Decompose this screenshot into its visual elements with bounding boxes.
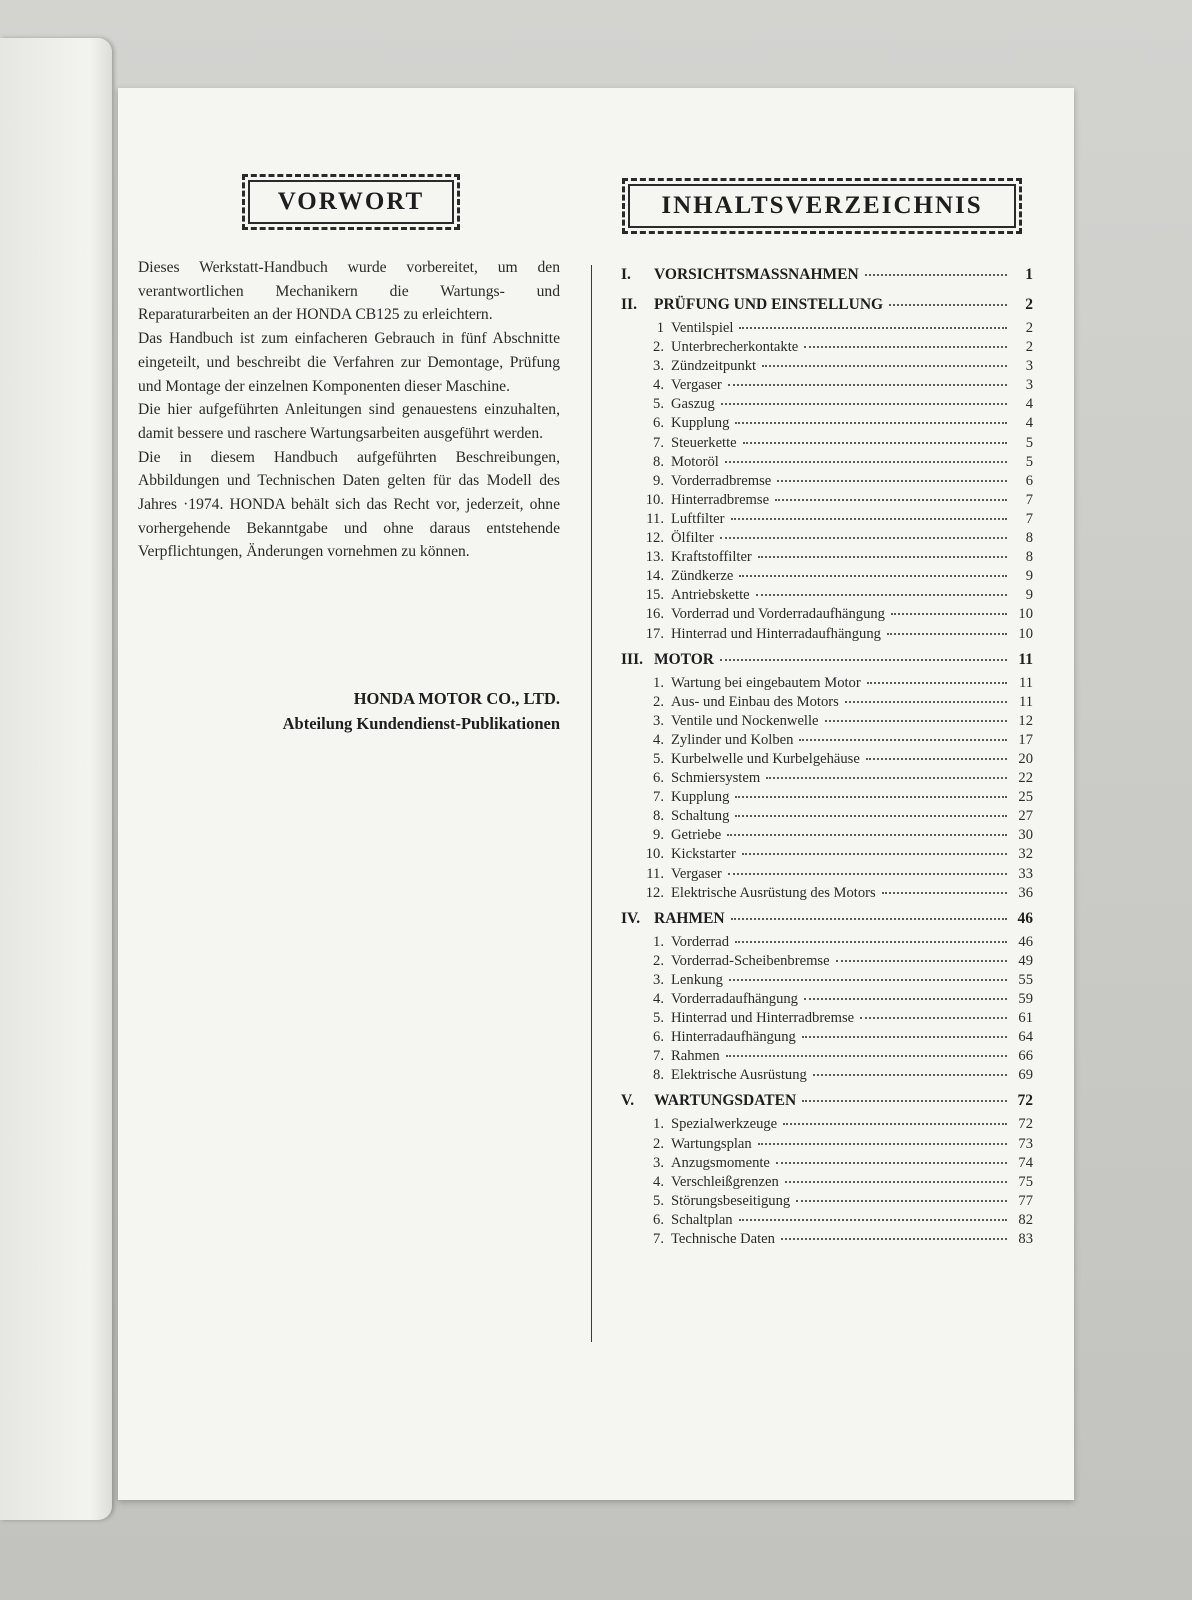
toc-leader-dots <box>725 461 1007 463</box>
toc-leader-dots <box>729 979 1007 981</box>
toc-entry <box>621 492 1033 511</box>
toc-section-title: VORSICHTSMASSNAHMEN <box>654 266 859 283</box>
toc-leader-dots <box>721 403 1007 405</box>
toc-entry-number: 1 <box>656 320 664 336</box>
toc-page-number: 2 <box>1025 320 1033 336</box>
toc-entry <box>621 694 1033 713</box>
toc-title: INHALTSVERZEICHNIS <box>622 178 1022 234</box>
toc-entry-title: Gaszug <box>671 396 715 413</box>
toc-entry-number: 4. <box>653 377 664 394</box>
toc-page-number: 75 <box>1018 1173 1033 1190</box>
toc-entry <box>621 606 1033 625</box>
toc-entry-number: 3. <box>653 358 664 375</box>
toc-entry-title: Motoröl <box>671 453 719 470</box>
toc-entry-title: Aus- und Einbau des Motors <box>671 693 839 710</box>
toc-entry-number: 6. <box>653 415 664 432</box>
toc-entry-title: Spezialwerkzeuge <box>671 1116 778 1133</box>
toc-entry <box>621 1174 1033 1193</box>
toc-leader-dots <box>726 1055 1007 1057</box>
toc-entry-number: 8. <box>653 808 664 825</box>
toc-entry-title: Verschleißgrenzen <box>671 1173 779 1190</box>
toc-entry-number: 2. <box>653 952 664 969</box>
toc-entry <box>621 827 1033 846</box>
toc-entry-number: 5. <box>653 1192 664 1209</box>
toc-section <box>621 910 1033 1087</box>
toc-entry-title: Kurbelwelle und Kurbelgehäuse <box>671 750 860 767</box>
toc-leader-dots <box>762 365 1007 367</box>
toc-leader-dots <box>731 518 1008 520</box>
toc-leader-dots <box>825 720 1007 722</box>
toc-entry-title: Zylinder und Kolben <box>671 731 794 748</box>
toc-entry-number: 1. <box>653 933 664 950</box>
toc-entry-number: 8. <box>653 453 664 470</box>
toc-leader-dots <box>804 998 1007 1000</box>
toc-entry <box>621 991 1033 1010</box>
toc-leader-dots <box>766 777 1007 779</box>
toc-leader-dots <box>776 1162 1007 1164</box>
toc-entry-title: Technische Daten <box>671 1231 775 1248</box>
toc-entry-number: 6. <box>653 1029 664 1046</box>
toc-page-number: 8 <box>1025 549 1033 566</box>
toc-section-number: II. <box>621 296 637 313</box>
toc-page-number: 11 <box>1018 674 1033 691</box>
toc-entry-title: Hinterrad und Hinterradaufhängung <box>671 625 881 642</box>
toc-entry-title: Vorderrad <box>671 933 730 950</box>
toc-entry <box>621 1010 1033 1029</box>
toc-page-number: 59 <box>1018 991 1033 1007</box>
toc-entry-number: 8. <box>653 1067 664 1084</box>
toc-entry-number: 7. <box>653 789 664 806</box>
toc-entry <box>621 1193 1033 1212</box>
toc-leader-dots <box>775 499 1007 501</box>
toc-entry-number: 5. <box>653 1010 664 1027</box>
toc-entry-title: Wartungsplan <box>671 1135 752 1152</box>
toc-page-number: 30 <box>1018 827 1033 844</box>
toc-page-number: 33 <box>1018 865 1033 882</box>
toc-page-number: 9 <box>1025 587 1033 604</box>
signature-department: Abteilung Kundendienst-Publikationen <box>282 714 560 733</box>
toc-entry <box>621 549 1033 568</box>
toc-page-number: 3 <box>1025 377 1033 394</box>
toc-leader-dots <box>889 304 1007 306</box>
toc-entry <box>621 320 1033 339</box>
toc-leader-dots <box>728 384 1007 386</box>
toc-leader-dots <box>758 1143 1007 1145</box>
toc-leader-dots <box>866 758 1007 760</box>
toc-section-heading <box>621 651 1033 675</box>
toc-page-number: 4 <box>1025 415 1033 432</box>
toc-entry-number: 12. <box>645 884 664 901</box>
toc-entry-number: 5. <box>653 396 664 413</box>
table-of-contents <box>621 266 1033 1256</box>
toc-entry <box>621 808 1033 827</box>
toc-leader-dots <box>735 815 1007 817</box>
toc-entry <box>621 675 1033 694</box>
toc-entry <box>621 339 1033 358</box>
toc-entry-title: Unterbrecherkontakte <box>671 339 799 356</box>
column-divider <box>591 265 592 1342</box>
toc-entry <box>621 473 1033 492</box>
toc-entry-title: Kupplung <box>671 789 730 806</box>
toc-page-number: 3 <box>1025 358 1033 375</box>
toc-page-number: 27 <box>1018 808 1033 825</box>
toc-page-number: 32 <box>1018 846 1033 863</box>
toc-page-number: 36 <box>1018 884 1033 901</box>
toc-entry <box>621 846 1033 865</box>
toc-entry-number: 7. <box>653 434 664 451</box>
toc-entry <box>621 530 1033 549</box>
toc-leader-dots <box>783 1123 1007 1125</box>
toc-entry-title: Elektrische Ausrüstung des Motors <box>671 884 876 901</box>
toc-entry <box>621 1212 1033 1231</box>
toc-entry <box>621 770 1033 789</box>
toc-entry-title: Vorderrad und Vorderradaufhängung <box>671 606 885 623</box>
toc-entry-title: Luftfilter <box>671 510 725 527</box>
toc-leader-dots <box>845 701 1007 703</box>
toc-entry-number: 2. <box>653 1135 664 1152</box>
toc-leader-dots <box>739 1219 1007 1221</box>
toc-entry <box>621 511 1033 530</box>
signature-company: HONDA MOTOR CO., LTD. <box>353 689 560 708</box>
toc-entry <box>621 1155 1033 1174</box>
toc-entry <box>621 866 1033 885</box>
toc-section-title: WARTUNGSDATEN <box>654 1092 797 1110</box>
toc-leader-dots <box>720 537 1007 539</box>
toc-entry-number: 1. <box>653 674 664 691</box>
toc-leader-dots <box>796 1200 1007 1202</box>
toc-entry-number: 15. <box>645 587 664 604</box>
toc-leader-dots <box>735 796 1007 798</box>
toc-page-number: 73 <box>1018 1135 1033 1152</box>
vorwort-paragraph: Die in diesem Handbuch aufgeführten Beschreibungen, Abbildungen und Technischen Daten gelten für das Modell des Jahres ·1974. HONDA behält sich das Recht vor, jederzeit, ohne vorhergehende Bekanntgabe und ohne daraus entstehende Verpflichtungen, Änderungen vornehmen zu können. <box>138 448 560 561</box>
toc-leader-dots <box>731 918 1007 920</box>
vorwort-paragraph: Das Handbuch ist zum einfacheren Gebrauch in fünf Abschnitte eingeteilt, und beschreibt die Verfahren zur Demontage, Prüfung und Montage der einzelnen Komponenten dieser Maschine. <box>138 330 560 395</box>
toc-page-number: 6 <box>1025 472 1033 489</box>
toc-page-number: 46 <box>1017 909 1033 927</box>
toc-leader-dots <box>887 633 1007 635</box>
toc-entry <box>621 396 1033 415</box>
toc-section-title: MOTOR <box>654 650 714 668</box>
toc-entry-title: Vergaser <box>671 377 722 394</box>
toc-entry-title: Schaltung <box>671 808 730 825</box>
toc-page-number: 12 <box>1018 712 1033 729</box>
toc-leader-dots <box>802 1100 1007 1102</box>
toc-page-number: 9 <box>1025 568 1033 585</box>
toc-entry-title: Zündzeitpunkt <box>671 358 757 375</box>
toc-entry-title: Elektrische Ausrüstung <box>671 1067 807 1084</box>
toc-entry-number: 9. <box>653 472 664 489</box>
toc-section-title: PRÜFUNG UND EINSTELLUNG <box>654 296 884 313</box>
toc-entry-number: 11. <box>646 510 664 527</box>
toc-leader-dots <box>860 1017 1007 1019</box>
toc-entry-number: 12. <box>645 530 664 547</box>
toc-entry-title: Wartung bei eingebautem Motor <box>671 674 861 691</box>
toc-page-number: 66 <box>1018 1048 1033 1065</box>
toc-entry-number: 17. <box>645 625 664 642</box>
toc-section <box>621 296 1033 645</box>
toc-leader-dots <box>891 613 1007 615</box>
toc-leader-dots <box>865 274 1007 276</box>
toc-leader-dots <box>802 1036 1007 1038</box>
toc-entry <box>621 789 1033 808</box>
toc-page-number: 55 <box>1018 971 1033 988</box>
toc-leader-dots <box>727 834 1007 836</box>
toc-leader-dots <box>758 556 1007 558</box>
toc-entry <box>621 885 1033 904</box>
toc-page-number: 69 <box>1018 1067 1033 1084</box>
toc-entry <box>621 1136 1033 1155</box>
toc-entry-title: Anzugsmomente <box>671 1154 770 1171</box>
toc-entry <box>621 934 1033 953</box>
toc-entry-number: 6. <box>653 1211 664 1228</box>
toc-leader-dots <box>739 327 1007 329</box>
toc-entry <box>621 713 1033 732</box>
toc-page-number: 64 <box>1018 1029 1033 1046</box>
toc-leader-dots <box>867 682 1007 684</box>
toc-page-number: 2 <box>1025 296 1033 313</box>
toc-leader-dots <box>743 442 1007 444</box>
toc-section <box>621 1092 1033 1250</box>
toc-page-number: 72 <box>1017 1092 1033 1110</box>
toc-page-number: 7 <box>1025 491 1033 508</box>
toc-entry <box>621 1231 1033 1250</box>
vorwort-paragraph: Die hier aufgeführten Anleitungen sind genauestens einzuhalten, damit bessere und raschere Wartungsarbeiten ausgeführt werden. <box>138 401 560 442</box>
toc-entry-number: 6. <box>653 770 664 787</box>
vorwort-text <box>138 256 560 564</box>
toc-leader-dots <box>882 892 1007 894</box>
toc-entry-number: 2. <box>653 339 664 356</box>
toc-page-number: 7 <box>1025 510 1033 527</box>
toc-page-number: 11 <box>1018 650 1033 668</box>
toc-page-number: 2 <box>1025 339 1033 356</box>
toc-section-number: III. <box>621 650 643 668</box>
toc-entry-number: 16. <box>645 606 664 623</box>
toc-entry-title: Hinterradaufhängung <box>671 1029 796 1046</box>
toc-entry <box>621 454 1033 473</box>
toc-entry-title: Ölfilter <box>671 530 714 547</box>
toc-page-number: 10 <box>1018 625 1033 642</box>
toc-page-number: 82 <box>1018 1211 1033 1228</box>
toc-entry-number: 1. <box>653 1116 664 1133</box>
toc-leader-dots <box>720 659 1007 661</box>
toc-entry <box>621 587 1033 606</box>
toc-page-number: 8 <box>1025 530 1033 547</box>
toc-section-number: I. <box>621 266 631 283</box>
toc-entry-title: Lenkung <box>671 971 723 988</box>
toc-section-heading <box>621 1092 1033 1116</box>
toc-section-title: RAHMEN <box>654 909 725 927</box>
toc-entry <box>621 953 1033 972</box>
toc-section <box>621 651 1033 904</box>
toc-leader-dots <box>799 739 1007 741</box>
toc-page-number: 22 <box>1018 770 1033 787</box>
toc-entry-title: Kraftstoffilter <box>671 549 752 566</box>
toc-entry-number: 7. <box>653 1048 664 1065</box>
toc-leader-dots <box>804 346 1007 348</box>
toc-page-number: 11 <box>1018 693 1033 710</box>
toc-leader-dots <box>742 853 1007 855</box>
toc-page-number: 61 <box>1018 1010 1033 1027</box>
toc-entry <box>621 358 1033 377</box>
toc-entry <box>621 751 1033 770</box>
toc-leader-dots <box>728 873 1007 875</box>
toc-entry <box>621 972 1033 991</box>
toc-page-number: 4 <box>1025 396 1033 413</box>
toc-entry <box>621 1029 1033 1048</box>
toc-entry-title: Ventilspiel <box>671 320 734 336</box>
toc-page-number: 83 <box>1018 1231 1033 1248</box>
left-page-edge <box>0 38 112 1520</box>
toc-entry-number: 3. <box>653 712 664 729</box>
toc-entry-number: 9. <box>653 827 664 844</box>
toc-page-number: 5 <box>1025 453 1033 470</box>
toc-entry-title: Schmiersystem <box>671 770 761 787</box>
vorwort-paragraph: Dieses Werkstatt-Handbuch wurde vorbereitet, um den verantwortlichen Mechanikern die Wartungs- und Reparaturarbeiten an der HONDA CB125 zu erleichtern. <box>138 259 560 324</box>
toc-entry <box>621 1048 1033 1067</box>
toc-entry-number: 11. <box>646 865 664 882</box>
toc-entry-title: Störungsbeseitigung <box>671 1192 791 1209</box>
toc-entry-number: 10. <box>645 846 664 863</box>
toc-page-number: 20 <box>1018 750 1033 767</box>
toc-entry <box>621 568 1033 587</box>
toc-page-number: 74 <box>1018 1154 1033 1171</box>
toc-page-number: 1 <box>1025 266 1033 283</box>
toc-page-number: 5 <box>1025 434 1033 451</box>
toc-section-heading <box>621 266 1033 290</box>
toc-entry-number: 2. <box>653 693 664 710</box>
toc-entry-number: 4. <box>653 1173 664 1190</box>
toc-entry-title: Vorderradbremse <box>671 472 772 489</box>
toc-section-number: IV. <box>621 909 641 927</box>
toc-entry <box>621 1116 1033 1135</box>
toc-entry <box>621 435 1033 454</box>
toc-page-number: 77 <box>1018 1192 1033 1209</box>
toc-entry-title: Zündkerze <box>671 568 734 585</box>
toc-section-heading <box>621 296 1033 320</box>
toc-entry-number: 4. <box>653 991 664 1007</box>
toc-entry-number: 3. <box>653 971 664 988</box>
toc-entry-number: 10. <box>645 491 664 508</box>
toc-entry-title: Hinterradbremse <box>671 491 770 508</box>
toc-page-number: 72 <box>1018 1116 1033 1133</box>
toc-entry-title: Kickstarter <box>671 846 736 863</box>
toc-section-heading <box>621 910 1033 934</box>
manual-page <box>118 88 1074 1500</box>
toc-entry-number: 3. <box>653 1154 664 1171</box>
toc-leader-dots <box>739 575 1007 577</box>
toc-leader-dots <box>777 480 1007 482</box>
toc-entry-title: Antriebskette <box>671 587 750 604</box>
toc-leader-dots <box>813 1074 1007 1076</box>
toc-page-number: 25 <box>1018 789 1033 806</box>
signature <box>138 686 560 736</box>
toc-entry-number: 5. <box>653 750 664 767</box>
toc-entry-number: 14. <box>645 568 664 585</box>
toc-section-number: V. <box>621 1092 635 1110</box>
toc-section <box>621 266 1033 290</box>
vorwort-title: VORWORT <box>242 174 460 230</box>
toc-entry-title: Ventile und Nockenwelle <box>671 712 819 729</box>
toc-entry-title: Schaltplan <box>671 1211 733 1228</box>
toc-leader-dots <box>735 941 1007 943</box>
toc-entry-title: Vorderradaufhängung <box>671 991 798 1007</box>
toc-page-number: 46 <box>1018 933 1033 950</box>
toc-page-number: 17 <box>1018 731 1033 748</box>
toc-entry <box>621 415 1033 434</box>
toc-entry-number: 13. <box>645 549 664 566</box>
toc-entry-title: Rahmen <box>671 1048 720 1065</box>
toc-entry <box>621 1067 1033 1086</box>
toc-leader-dots <box>836 960 1007 962</box>
toc-entry-title: Vergaser <box>671 865 722 882</box>
toc-page-number: 10 <box>1018 606 1033 623</box>
toc-entry-number: 4. <box>653 731 664 748</box>
toc-entry <box>621 626 1033 645</box>
toc-leader-dots <box>756 594 1007 596</box>
toc-entry-title: Getriebe <box>671 827 722 844</box>
toc-entry-title: Steuerkette <box>671 434 737 451</box>
toc-leader-dots <box>785 1181 1007 1183</box>
toc-leader-dots <box>781 1238 1007 1240</box>
toc-leader-dots <box>735 422 1007 424</box>
toc-entry <box>621 732 1033 751</box>
toc-entry-number: 7. <box>653 1231 664 1248</box>
toc-entry-title: Hinterrad und Hinterradbremse <box>671 1010 855 1027</box>
toc-entry <box>621 377 1033 396</box>
toc-entry-title: Kupplung <box>671 415 730 432</box>
toc-entry-title: Vorderrad-Scheibenbremse <box>671 952 830 969</box>
toc-page-number: 49 <box>1018 952 1033 969</box>
